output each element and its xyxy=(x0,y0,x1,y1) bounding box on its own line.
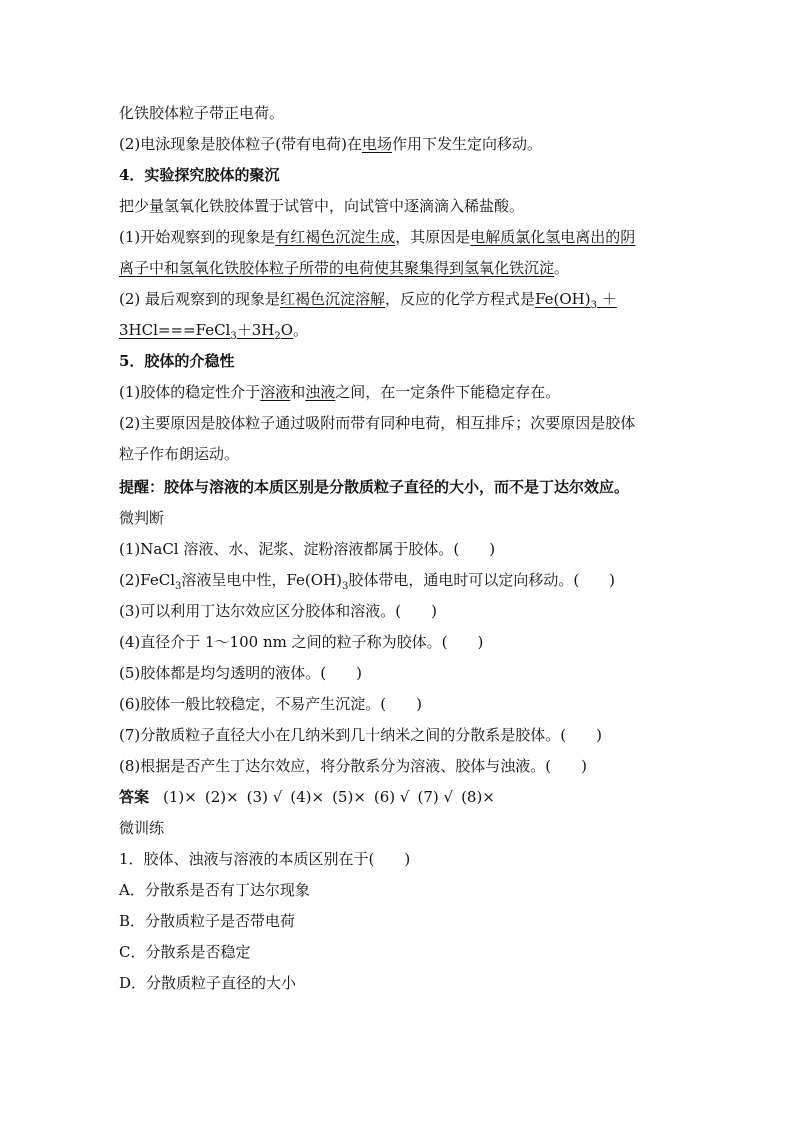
text-line xyxy=(119,320,679,342)
subscript: 3 xyxy=(590,300,597,311)
text-span: 4．实验探究胶体的聚沉 xyxy=(119,166,280,184)
text-span: 溶液呈电中性，Fe(OH) xyxy=(181,571,342,589)
underlined-answer: 溶液 xyxy=(260,383,291,401)
text-span: 微判断 xyxy=(119,509,165,527)
text-line xyxy=(119,196,679,218)
subscript: 3 xyxy=(175,581,182,592)
text-line xyxy=(119,227,679,249)
judgment-item xyxy=(119,756,679,778)
text-span: (2)电泳现象是胶体粒子(带有电荷)在 xyxy=(119,135,362,153)
judgment-item xyxy=(119,694,679,716)
text-line xyxy=(119,103,679,125)
answer-item: (8)× xyxy=(461,788,495,806)
option-a xyxy=(119,880,679,902)
text-span: (3)可以利用丁达尔效应区分胶体和溶液。( ) xyxy=(119,602,437,620)
text-span: ，反应的化学方程式是 xyxy=(385,290,536,308)
answer-item: (4)× xyxy=(290,788,325,806)
underlined-answer: 离子中和氢氧化铁胶体粒子所带的电荷使其聚集得到氢氧化铁沉淀 xyxy=(119,259,555,277)
option-d xyxy=(119,973,679,995)
text-span: (1)胶体的稳定性介于 xyxy=(119,383,261,401)
text-span: 之间，在一定条件下能稳定存在。 xyxy=(335,383,561,401)
answer-item: (2)× xyxy=(204,788,239,806)
reminder-note xyxy=(119,477,679,499)
text-span: (2)主要原因是胶体粒子通过吸附而带有同种电荷，相互排斥；次要原因是胶体 xyxy=(119,414,636,432)
text-span: 和 xyxy=(290,383,306,401)
judgment-item xyxy=(119,601,679,623)
text-line xyxy=(119,382,679,404)
text-span: 胶体带电，通电时可以定向移动。( ) xyxy=(348,571,616,589)
text-span: ，其原因是 xyxy=(395,228,471,246)
answer-item: (1)× xyxy=(163,788,197,806)
text-span: (5)胶体都是均匀透明的液体。( ) xyxy=(119,664,362,682)
judgment-item xyxy=(119,539,679,561)
text-line xyxy=(119,258,679,280)
answer-item: (6) √ xyxy=(373,788,410,806)
subsection-title xyxy=(119,818,679,840)
answer-item: (7) √ xyxy=(417,788,454,806)
text-span: 把少量氢氧化铁胶体置于试管中，向试管中逐滴滴入稀盐酸。 xyxy=(119,197,525,215)
text-span: (7)分散质粒子直径大小在几纳米到几十纳米之间的分散系是胶体。( ) xyxy=(119,726,602,744)
text-span: 。 xyxy=(293,321,309,339)
text-span: 提醒：胶体与溶液的本质区别是分散质粒子直径的大小，而不是丁达尔效应。 xyxy=(119,478,630,496)
text-span: 粒子作布朗运动。 xyxy=(119,445,240,463)
formula-text: O xyxy=(280,321,294,339)
underlined-answer: 电解质氯化氢电离出的阴 xyxy=(470,228,636,246)
text-span: (1)开始观察到的现象是 xyxy=(119,228,276,246)
formula-text: Fe(OH) xyxy=(535,290,591,308)
chemical-equation-part xyxy=(535,290,617,311)
text-span: (1)NaCl 溶液、水、泥浆、淀粉溶液都属于胶体。( ) xyxy=(119,540,496,558)
text-span: 。 xyxy=(554,259,570,277)
judgment-item xyxy=(119,570,679,592)
underlined-answer: 有红褐色沉淀生成 xyxy=(275,228,396,246)
text-line xyxy=(119,444,679,466)
option-b xyxy=(119,911,679,933)
text-span: D．分散质粒子直径的大小 xyxy=(119,974,297,992)
text-span: (8)根据是否产生丁达尔效应，将分散系分为溶液、胶体与浊液。( ) xyxy=(119,757,587,775)
judgment-item xyxy=(119,663,679,685)
option-c xyxy=(119,942,679,964)
chemical-equation-part xyxy=(119,321,294,342)
underlined-answer: 红褐色沉淀溶解 xyxy=(280,290,386,308)
formula-text: ＋ xyxy=(596,290,617,308)
text-span: 微训练 xyxy=(119,819,165,837)
section-heading xyxy=(119,351,679,373)
subscript: 3 xyxy=(341,581,349,592)
text-span: A．分散系是否有丁达尔现象 xyxy=(119,881,310,899)
text-span: C．分散系是否稳定 xyxy=(119,943,251,961)
judgment-item xyxy=(119,632,679,654)
judgment-item xyxy=(119,725,679,747)
answer-item: (5)× xyxy=(332,788,366,806)
answer-label: 答案 xyxy=(119,788,150,806)
text-span: (6)胶体一般比较稳定，不易产生沉淀。( ) xyxy=(119,695,422,713)
text-span: 化铁胶体粒子带正电荷。 xyxy=(119,104,285,122)
underlined-answer: 电场 xyxy=(361,135,392,153)
text-line xyxy=(119,413,679,435)
text-span: (2) 最后观察到的现象是 xyxy=(119,290,281,308)
text-span: (4)直径介于 1～100 nm 之间的粒子称为胶体。( ) xyxy=(119,633,484,651)
section-heading xyxy=(119,165,679,187)
text-span: B．分散质粒子是否带电荷 xyxy=(119,912,296,930)
text-span: 1．胶体、浊液与溶液的本质区别在于( ) xyxy=(119,850,411,868)
formula-text: 3HCl===FeCl xyxy=(119,321,231,339)
subsection-title xyxy=(119,508,679,530)
text-span: 作用下发生定向移动。 xyxy=(391,135,542,153)
answer-item: (3) √ xyxy=(246,788,283,806)
text-line xyxy=(119,289,679,311)
underlined-answer: 浊液 xyxy=(305,383,336,401)
text-span: 5．胶体的介稳性 xyxy=(119,352,235,370)
subscript: 2 xyxy=(274,331,281,342)
formula-text: ＋3H xyxy=(236,321,275,339)
subscript: 3 xyxy=(230,331,237,342)
text-line xyxy=(119,134,679,156)
answer-line xyxy=(119,787,679,809)
text-span: (2)FeCl xyxy=(119,571,175,589)
question-stem xyxy=(119,849,679,871)
